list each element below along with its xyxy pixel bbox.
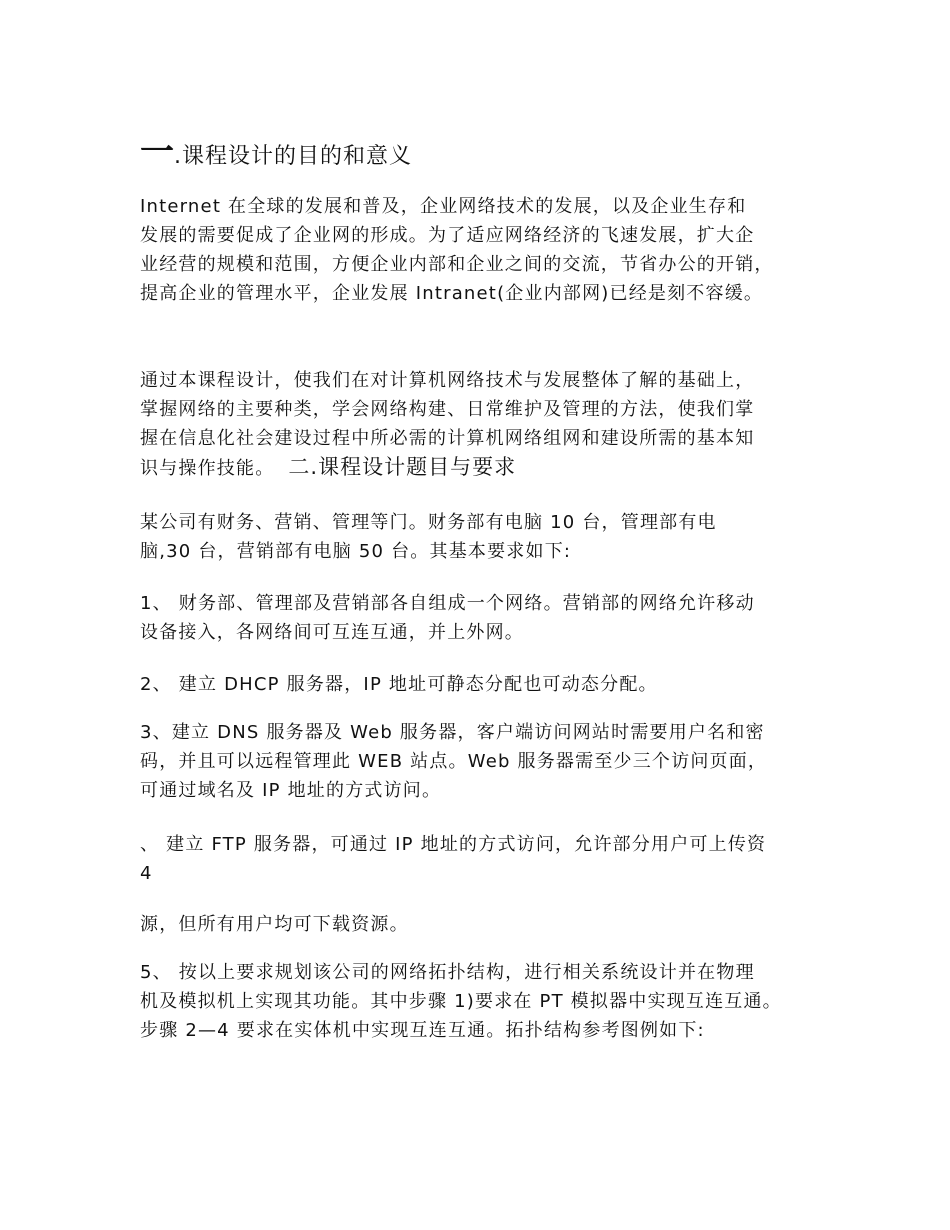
- requirement-3: [140, 718, 840, 805]
- paragraph-line: 设备接入，各网络间可互连互通，并上外网。: [140, 622, 524, 643]
- section-2-heading: 二.课程设计题目与要求: [288, 455, 517, 479]
- requirement-2: [140, 670, 840, 699]
- paragraph-line: 1、 财务部、管理部及营销部各自组成一个网络。营销部的网络允许移动: [140, 593, 755, 614]
- requirement-1: [140, 589, 840, 647]
- paragraph-line: 3、建立 DNS 服务器及 Web 服务器，客户端访问网站时需要用户名和密: [140, 722, 765, 743]
- paragraph-line: Internet 在全球的发展和普及，企业网络技术的发展，以及企业生存和: [140, 196, 747, 217]
- paragraph-line: 机及模拟机上实现其功能。其中步骤 1)要求在 PT 模拟器中实现互连互通。: [140, 991, 782, 1012]
- requirement-5: [140, 958, 840, 1045]
- requirement-4: [140, 830, 840, 888]
- paragraph-line: 掌握网络的主要种类，学会网络构建、日常维护及管理的方法，使我们掌: [140, 399, 755, 420]
- paragraph-line: 4: [140, 863, 153, 884]
- paragraph-line: 源，但所有用户均可下载资源。: [140, 914, 409, 935]
- paragraph-purpose: [140, 192, 840, 308]
- paragraph-line: 脑,30 台，营销部有电脑 50 台。其基本要求如下:: [140, 541, 572, 562]
- paragraph-line: 2、 建立 DHCP 服务器，IP 地址可静态分配也可动态分配。: [140, 674, 658, 695]
- paragraph-line-with-heading: [140, 453, 840, 483]
- paragraph-line: 可通过域名及 IP 地址的方式访问。: [140, 780, 442, 801]
- section-1-heading: [140, 132, 412, 173]
- paragraph-last-line: 识与操作技能。: [140, 458, 275, 479]
- requirement-4-continued: [140, 910, 840, 939]
- paragraph-line: 某公司有财务、营销、管理等门。财务部有电脑 10 台，管理部有电: [140, 512, 717, 533]
- paragraph-line: 业经营的规模和范围，方便企业内部和企业之间的交流，节省办公的开销，: [140, 254, 774, 275]
- paragraph-company: [140, 508, 840, 566]
- paragraph-line: 提高企业的管理水平，企业发展 Intranet(企业内部网)已经是刻不容缓。: [140, 283, 764, 304]
- section-1-number: 一: [140, 132, 174, 172]
- paragraph-line: 步骤 2—4 要求在实体机中实现互连互通。拓扑结构参考图例如下:: [140, 1020, 705, 1041]
- paragraph-line: 发展的需要促成了企业网的形成。为了适应网络经济的飞速发展，扩大企: [140, 225, 755, 246]
- section-1-title: .课程设计的目的和意义: [174, 144, 412, 169]
- paragraph-line: 、 建立 FTP 服务器，可通过 IP 地址的方式访问，允许部分用户可上传资: [140, 834, 767, 855]
- paragraph-line: 码，并且可以远程管理此 WEB 站点。Web 服务器需至少三个访问页面，: [140, 751, 768, 772]
- paragraph-line: 通过本课程设计，使我们在对计算机网络技术与发展整体了解的基础上，: [140, 370, 755, 391]
- paragraph-goal: [140, 366, 840, 483]
- paragraph-line: 5、 按以上要求规划该公司的网络拓扑结构，进行相关系统设计并在物理: [140, 962, 755, 983]
- paragraph-line: 握在信息化社会建设过程中所必需的计算机网络组网和建设所需的基本知: [140, 428, 755, 449]
